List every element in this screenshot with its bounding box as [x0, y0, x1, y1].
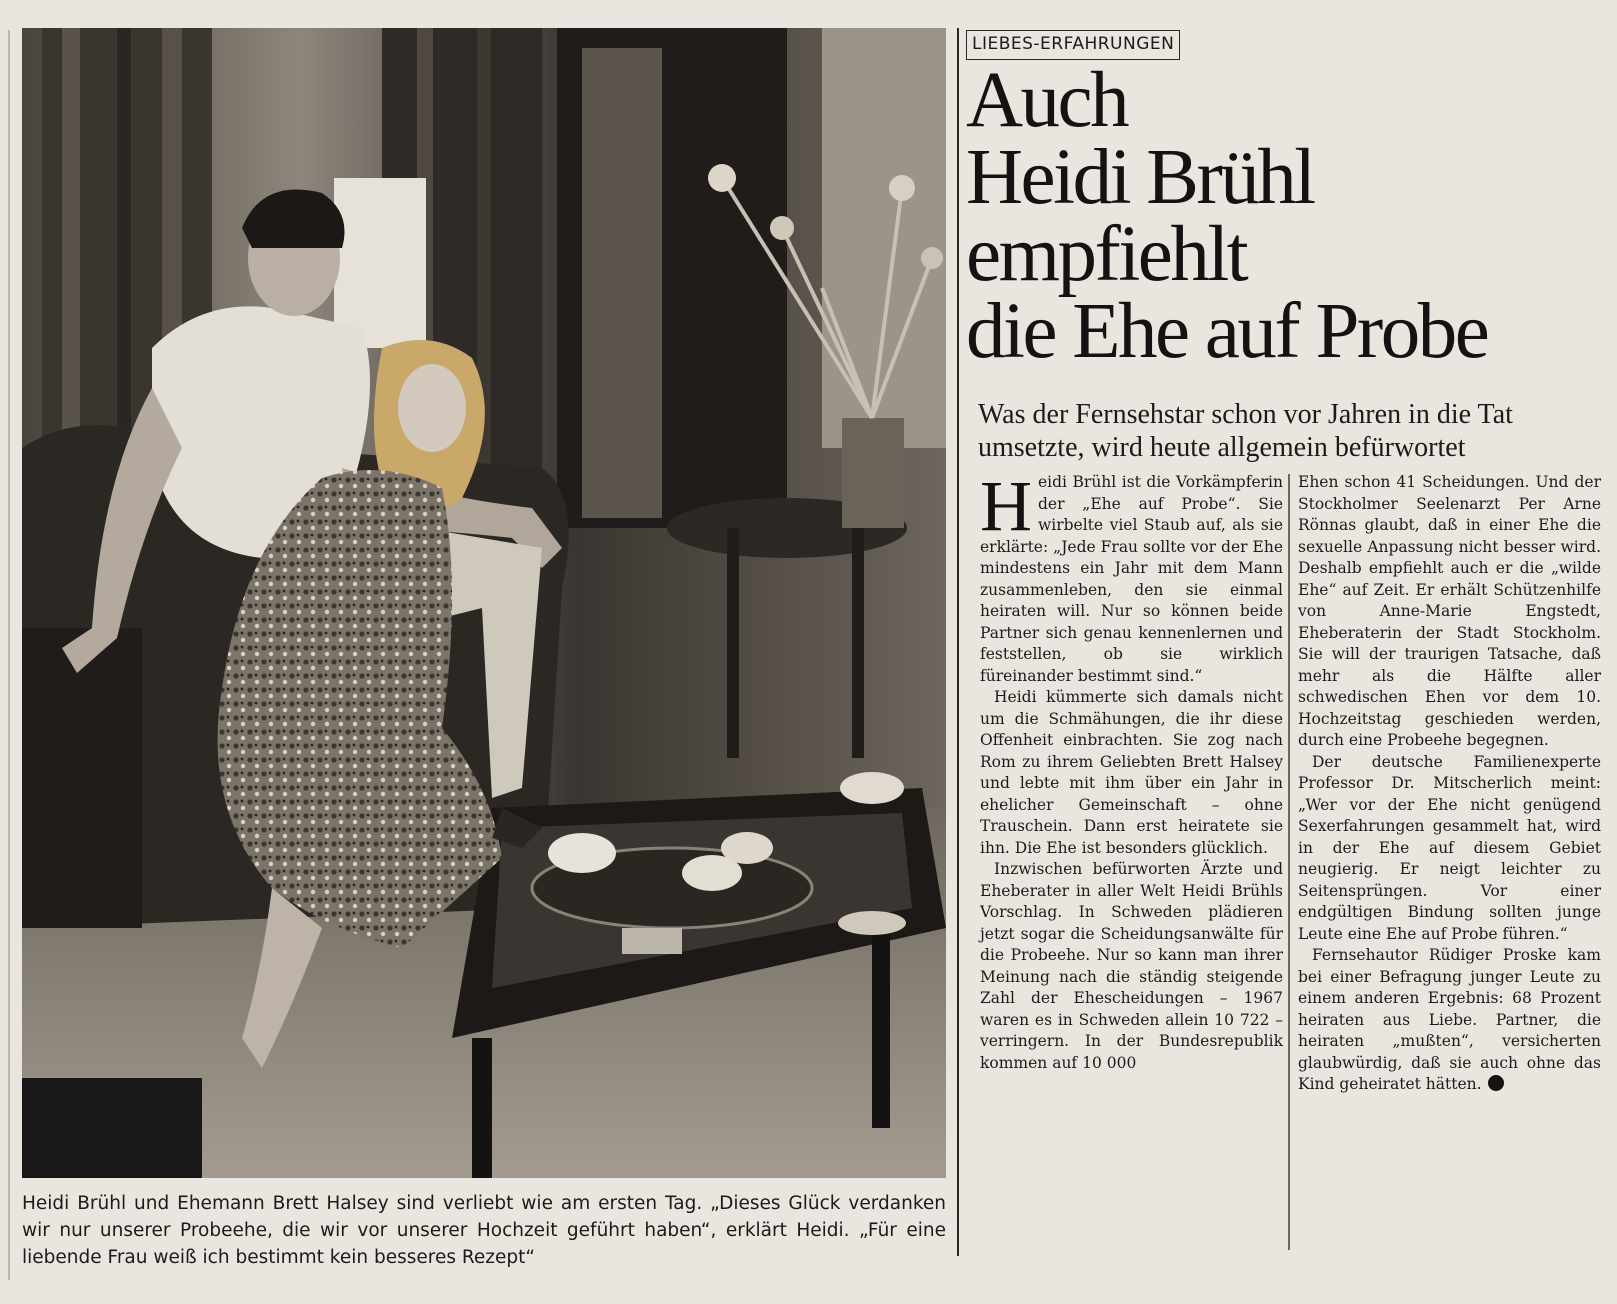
headline-line-3: empfiehlt	[966, 211, 1247, 298]
paragraph-5: Der deutsche Familienexperte Professor Dr. Mitscherlich meint: „Wer vor der Ehe nicht genügend Sexerfahrungen gesammelt hat, wird in der Ehe auf diesem Gebiet neugierig. Er neigt leichter zu Seitensprüngen. Vor einer endgültigen Bindung sollten junge Leute eine Ehe auf Probe führen.“	[1298, 752, 1601, 943]
paragraph-3: Inzwischen befürworten Ärzte und Eheberater in aller Welt Heidi Brühls Vorschlag. In Schweden plädieren jetzt sogar die Scheidungsanwälte für die Probeehe. Nur so kann man ihrer Meinung nach die ständig steigende Zahl der Ehescheidungen – 1967 waren es in Schweden allein 10 722 – verringern. In der Bundesrepublik kommen auf 10 000	[980, 860, 1283, 1072]
section-kicker: LIEBES-ERFAHRUNGEN	[966, 30, 1180, 60]
headline-line-1: Auch	[966, 57, 1128, 144]
drop-cap: H	[980, 466, 1032, 546]
end-mark-icon	[1488, 1075, 1504, 1091]
page-edge-rule	[8, 30, 10, 1280]
paragraph-4: Ehen schon 41 Scheidungen. Und der Stockholmer Seelenarzt Per Arne Rönnas glaubt, daß in einer Ehe die sexuelle Anpassung nicht besser wird. Deshalb empfiehlt auch er die „wilde Ehe“ auf Zeit. Er erhält Schützenhilfe von Anne-Marie Engstedt, Eheberaterin der Stadt Stockholm. Sie will der traurigen Tatsache, daß mehr als die Hälfte aller schwedischen Ehen vor dem 10. Hochzeitstag geschieden werden, durch eine Probeehe begegnen.	[1298, 473, 1601, 749]
paragraph-6	[1298, 945, 1601, 1096]
photo-caption: Heidi Brühl und Ehemann Brett Halsey sind verliebt wie am ersten Tag. „Dieses Glück verdanken wir nur unserer Probeehe, die wir vor unserer Hochzeit geführt haben“, erklärt Heidi. „Für eine liebende Frau weiß ich bestimmt kein besseres Rezept“	[22, 1193, 946, 1268]
paragraph-2: Heidi kümmerte sich damals nicht um die Schmähungen, die ihr diese Offenheit einbrachten. Sie zog nach Rom zu ihrem Geliebten Brett Halsey und lebte mit ihm über ein Jahr in ehelicher Gemeinschaft – ohne Trauschein. Dann erst heiratete sie ihn. Die Ehe ist besonders glücklich.	[980, 688, 1283, 857]
article-column-1	[980, 466, 1283, 1074]
headline-line-2: Heidi Brühl	[966, 134, 1314, 221]
column-rule	[1288, 474, 1290, 1250]
column-divider	[957, 28, 959, 1256]
paragraph-1-text: eidi Brühl ist die Vorkämpferin der „Ehe auf Probe“. Sie wirbelte viel Staub auf, als sie erklärte: „Jede Frau sollte vor der Ehe mindestens ein Jahr mit dem Mann zusammenleben, den sie einmal heiraten will. Nur so können beide Partner sich genau kennenlernen und feststellen, ob sie wirklich füreinander bestimmt sind.“	[980, 473, 1283, 685]
couple-photo	[22, 28, 946, 1178]
deck-subheadline: Was der Fernsehstar schon vor Jahren in die Tat umsetzte, wird heute allgemein befürwortet	[978, 399, 1513, 463]
article-column-2	[1298, 472, 1601, 1096]
headline	[966, 57, 1612, 375]
headline-line-4: die Ehe auf Probe	[966, 288, 1488, 375]
paragraph-6-text: Fernsehautor Rüdiger Proske kam bei einer Befragung junger Leute zu einem anderen Ergebnis: 68 Prozent heiraten aus Liebe. Partner, die heiraten „mußten“, versicherten glaubwürdig, daß sie auch ohne das Kind geheiratet hätten.	[1298, 946, 1601, 1093]
paragraph-1	[980, 466, 1283, 687]
